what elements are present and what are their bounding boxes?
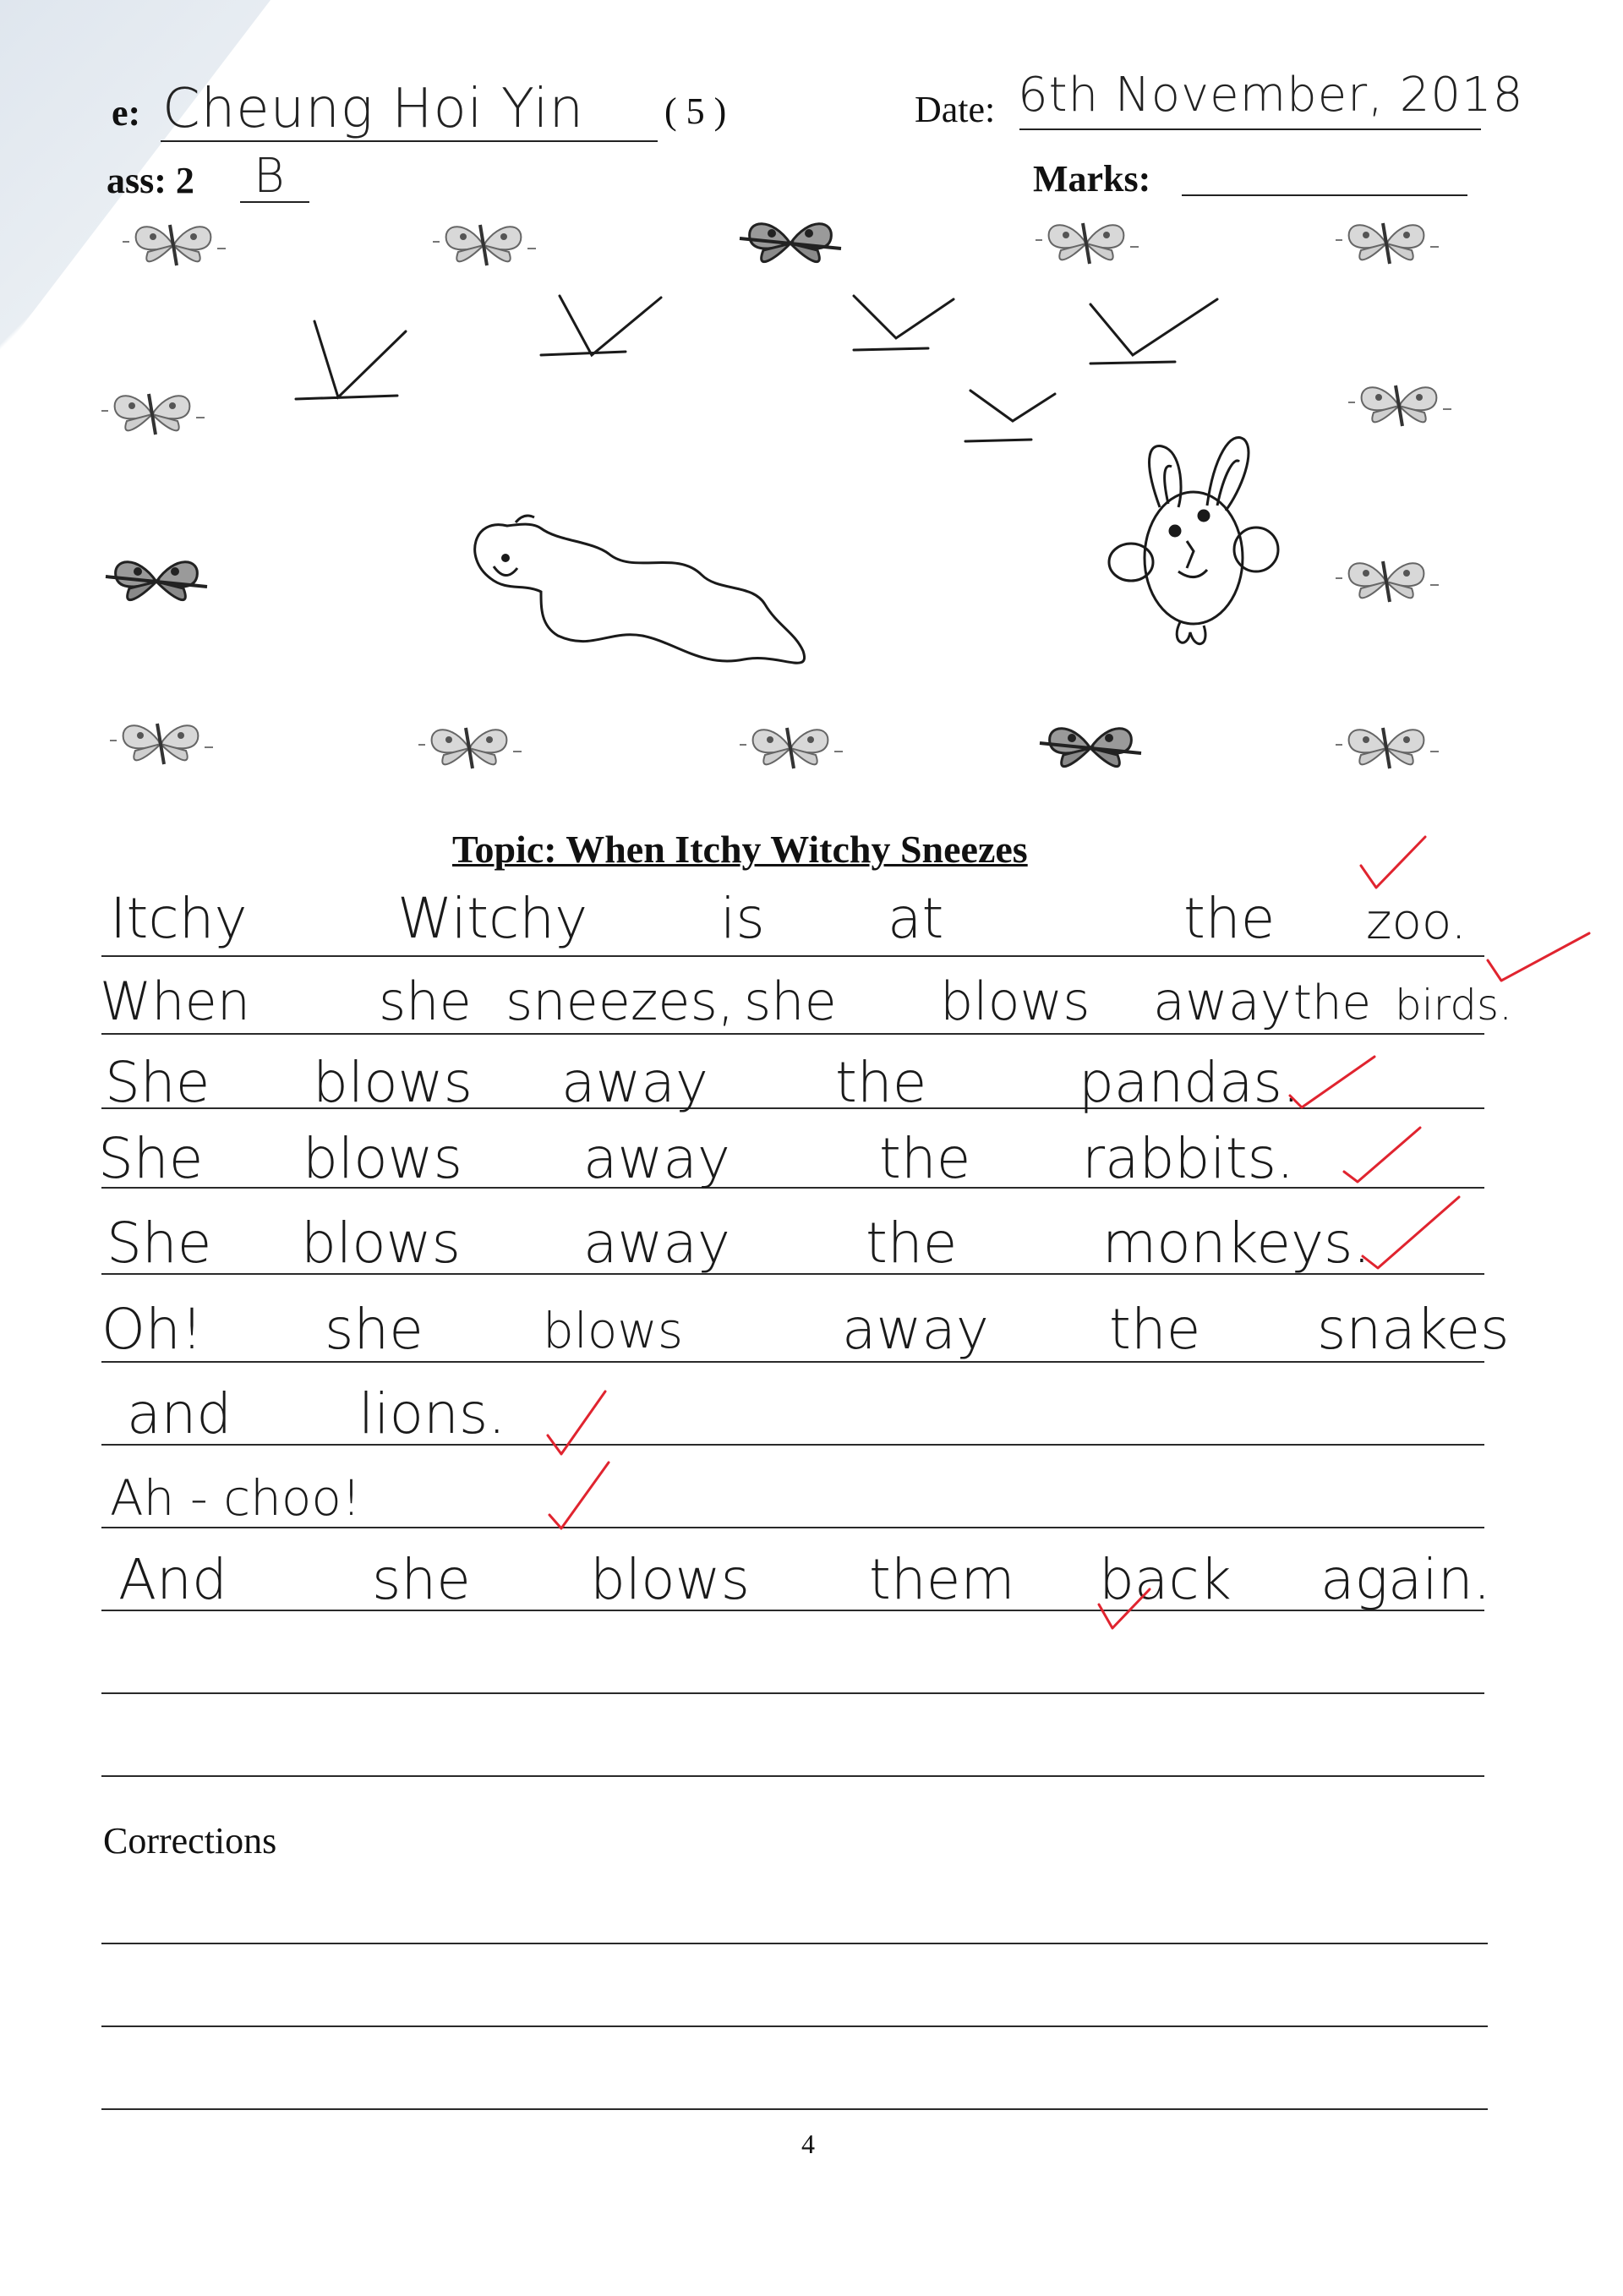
handwritten-word: the: [1183, 886, 1276, 951]
handwritten-word: blows: [303, 1126, 462, 1191]
tick-icon: [1363, 1197, 1459, 1268]
class-number: ( 5 ): [664, 90, 727, 132]
writing-line: [101, 1775, 1484, 1777]
handwritten-word: And: [118, 1547, 227, 1612]
handwritten-word: lions.: [358, 1381, 506, 1446]
handwritten-word: Oh!: [101, 1297, 204, 1362]
tick-icon: [1099, 1589, 1150, 1628]
corrections-line: [101, 2108, 1488, 2110]
handwritten-word: away: [561, 1050, 708, 1115]
handwritten-word: the: [835, 1050, 927, 1115]
handwritten-word: the: [879, 1126, 971, 1191]
handwritten-word: the: [1109, 1297, 1201, 1362]
tick-icon: [1488, 933, 1589, 981]
tick-icon: [549, 1462, 609, 1528]
handwritten-word: rabbits.: [1082, 1126, 1294, 1191]
class-label: ass: 2: [107, 160, 194, 201]
handwritten-word: back: [1099, 1547, 1232, 1612]
tick-icon: [548, 1391, 605, 1454]
handwritten-word: blows: [313, 1050, 473, 1115]
page-number: 4: [801, 2129, 815, 2159]
corrections-label: Corrections: [103, 1820, 277, 1861]
tick-icon: [1361, 837, 1425, 888]
handwritten-word: monkeys.: [1102, 1211, 1371, 1276]
handwritten-word: blows: [590, 1547, 750, 1612]
handwritten-word: away: [583, 1211, 730, 1276]
tick-icon: [1290, 1057, 1374, 1107]
writing-line: [101, 1692, 1484, 1694]
class-value: B: [254, 149, 286, 204]
handwritten-word: When: [100, 970, 251, 1032]
tick-icon: [1344, 1128, 1420, 1182]
topic-title: Topic: When Itchy Witchy Sneezes: [452, 828, 1028, 871]
handwritten-word: birds.: [1395, 981, 1512, 1030]
handwritten-word: blows: [301, 1211, 461, 1276]
handwritten-word: pandas.: [1079, 1050, 1300, 1115]
handwritten-word: Itchy: [110, 886, 248, 951]
handwritten-word: is: [720, 886, 765, 951]
handwritten-word: She: [105, 1050, 210, 1115]
handwritten-word: zoo.: [1366, 893, 1467, 950]
handwritten-word: she: [325, 1297, 424, 1362]
student-name: Cheung Hoi Yin: [162, 78, 585, 140]
handwritten-word: again.: [1320, 1547, 1491, 1612]
handwritten-word: She: [107, 1211, 212, 1276]
handwritten-word: and: [127, 1381, 232, 1446]
handwritten-word: snakes: [1317, 1297, 1510, 1362]
handwritten-word: the: [866, 1211, 958, 1276]
corrections-line: [101, 2025, 1488, 2027]
handwritten-word: away: [842, 1297, 989, 1362]
handwritten-word: she: [379, 970, 472, 1032]
date-label: Date:: [915, 89, 996, 130]
date-value: 6th November, 2018: [1018, 68, 1524, 123]
handwritten-word: them: [869, 1547, 1015, 1612]
handwritten-word: away: [1153, 970, 1292, 1032]
handwritten-word: at: [888, 886, 944, 951]
corrections-line: [101, 1943, 1488, 1944]
handwritten-word: She: [98, 1126, 204, 1191]
marks-label: Marks:: [1033, 158, 1151, 200]
handwritten-word: blows: [543, 1302, 684, 1359]
handwritten-word: blows: [940, 970, 1090, 1032]
name-label: e:: [112, 92, 141, 134]
handwritten-word: she: [744, 970, 837, 1032]
handwritten-word: away: [583, 1126, 730, 1191]
handwritten-word: the: [1293, 976, 1371, 1030]
handwritten-word: Ah - choo!: [110, 1469, 362, 1527]
handwritten-word: Witchy: [397, 886, 588, 951]
handwritten-word: she: [372, 1547, 471, 1612]
handwritten-word: sneezes,: [505, 970, 735, 1032]
